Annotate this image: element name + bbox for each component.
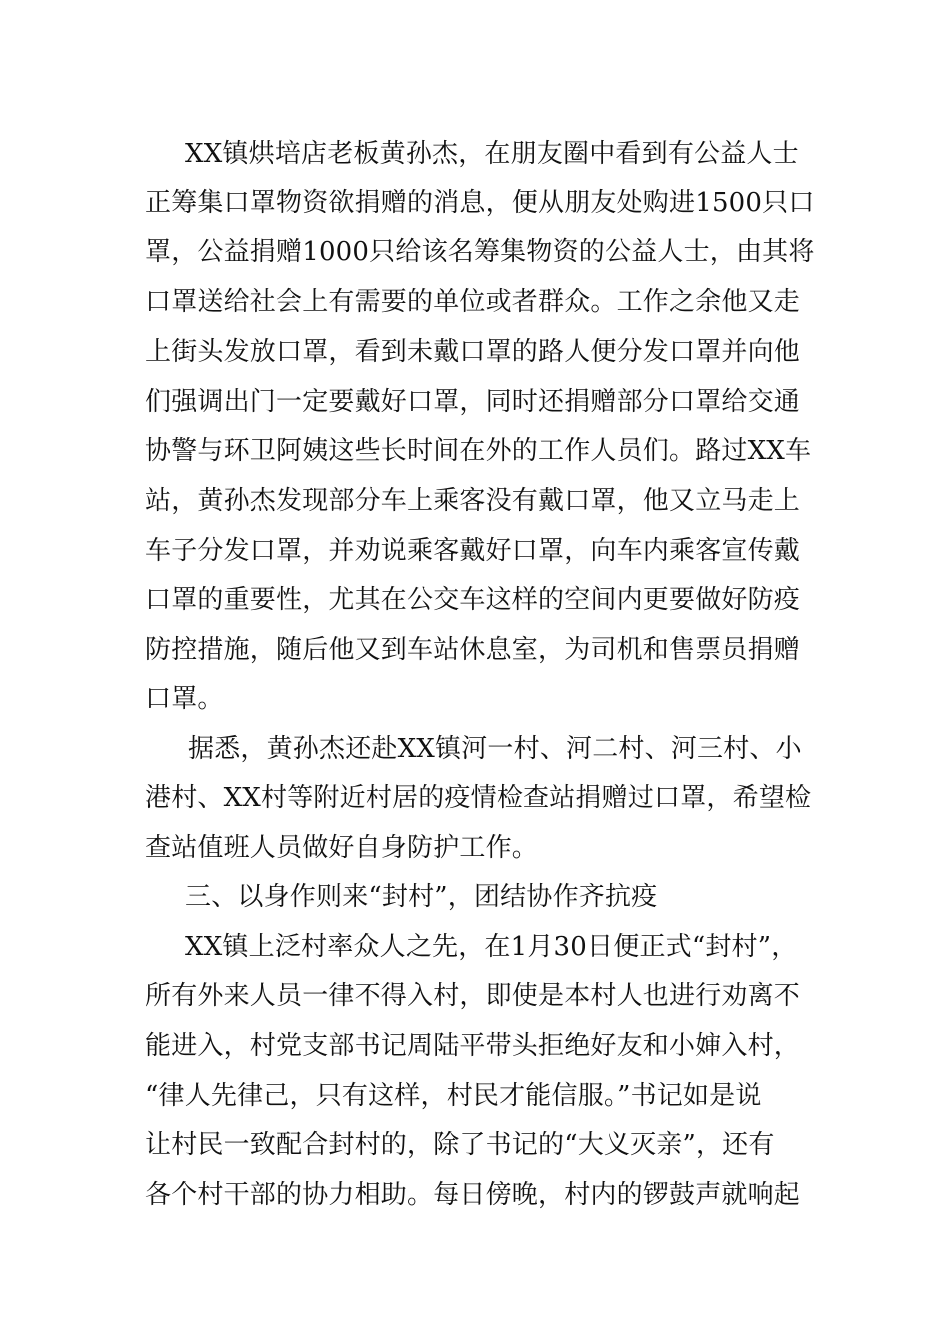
text-line: 口罩。 xyxy=(145,684,224,714)
text-line: XX镇烘培店老板黄孙杰，在朋友圈中看到有公益人士 xyxy=(185,139,799,169)
text-line: 港村、XX村等附近村居的疫情检查站捐赠过口罩，希望检 xyxy=(145,783,812,813)
text-line: 据悉，黄孙杰还赴XX镇河一村、河二村、河三村、小 xyxy=(188,734,802,764)
text-line: 上街头发放口罩，看到未戴口罩的路人便分发口罩并向他 xyxy=(145,337,801,367)
text-line: 查站值班人员做好自身防护工作。 xyxy=(145,833,539,863)
text-line: 防控措施，随后他又到车站休息室，为司机和售票员捐赠 xyxy=(145,635,801,665)
text-line: 正筹集口罩物资欲捐赠的消息，便从朋友处购进1500只口 xyxy=(145,188,815,218)
text-line: “律人先律己，只有这样，村民才能信服。”书记如是说 xyxy=(145,1081,762,1111)
text-line: 口罩的重要性，尤其在公交车这样的空间内更要做好防疫 xyxy=(145,585,801,615)
section-heading: 三、以身作则来“封村”，团结协作齐抗疫 xyxy=(185,882,658,912)
text-line: 站，黄孙杰发现部分车上乘客没有戴口罩，他又立马走上 xyxy=(145,486,801,516)
text-line: 各个村干部的协力相助。每日傍晚，村内的锣鼓声就响起 xyxy=(145,1180,801,1210)
text-line: 车子分发口罩，并劝说乘客戴好口罩，向车内乘客宣传戴 xyxy=(145,536,801,566)
text-line: 口罩送给社会上有需要的单位或者群众。工作之余他又走 xyxy=(145,287,801,317)
text-line: 们强调出门一定要戴好口罩，同时还捐赠部分口罩给交通 xyxy=(145,387,801,417)
text-line: 让村民一致配合封村的，除了书记的“大义灭亲”，还有 xyxy=(145,1130,775,1160)
text-line: 协警与环卫阿姨这些长时间在外的工作人员们。路过XX车 xyxy=(145,436,812,466)
text-line: XX镇上泛村率众人之先，在1月30日便正式“封村”， xyxy=(185,932,798,962)
text-line: 所有外来人员一律不得入村，即使是本村人也进行劝离不 xyxy=(145,981,801,1011)
text-line: 能进入，村党支部书记周陆平带头拒绝好友和小婶入村， xyxy=(145,1031,801,1061)
text-line: 罩，公益捐赠1000只给该名筹集物资的公益人士，由其将 xyxy=(145,237,815,267)
